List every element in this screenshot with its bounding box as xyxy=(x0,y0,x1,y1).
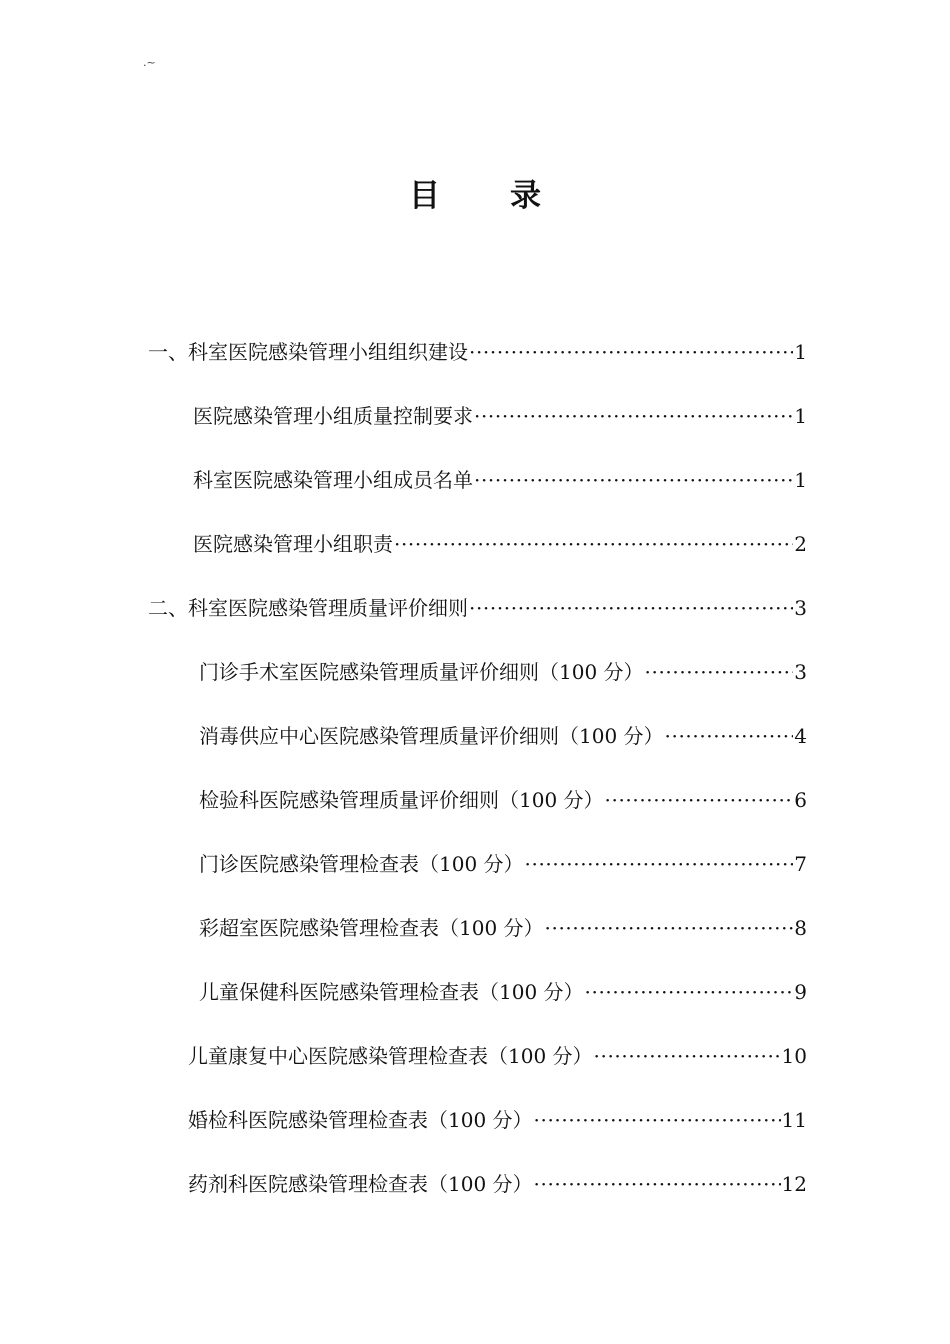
toc-page-number: 3 xyxy=(794,660,807,684)
toc-entry-text: 检验科医院感染管理质量评价细则（100 分） xyxy=(199,788,604,812)
title-char-1: 目 xyxy=(409,178,440,214)
toc-page-number: 4 xyxy=(794,724,807,748)
toc-page-number: 1 xyxy=(794,340,807,364)
toc-entry-text: 医院感染管理小组质量控制要求 xyxy=(193,404,473,428)
toc-entry[interactable] xyxy=(188,1105,807,1135)
toc-entry[interactable] xyxy=(199,977,807,1007)
toc-dot-leader xyxy=(605,785,794,815)
toc-entry-text: 一、科室医院感染管理小组组织建设 xyxy=(148,340,468,364)
toc-entry-text: 门诊医院感染管理检查表（100 分） xyxy=(199,852,524,876)
toc-entry[interactable] xyxy=(199,849,807,879)
toc-page-number: 8 xyxy=(794,916,807,940)
toc-entry[interactable] xyxy=(199,721,807,751)
toc-entry-text: 儿童康复中心医院感染管理检查表（100 分） xyxy=(188,1044,593,1068)
toc-dot-leader xyxy=(394,529,793,559)
toc-page-number: 11 xyxy=(781,1108,807,1132)
toc-page-number: 12 xyxy=(781,1172,807,1196)
toc-entry[interactable] xyxy=(199,913,807,943)
toc-entry[interactable] xyxy=(193,401,807,431)
toc-page-number: 1 xyxy=(794,468,807,492)
toc-dot-leader xyxy=(594,1041,781,1071)
toc-entry-text: 科室医院感染管理小组成员名单 xyxy=(193,468,473,492)
toc-entry[interactable] xyxy=(188,1041,807,1071)
toc-entry[interactable] xyxy=(148,337,807,367)
toc-dot-leader xyxy=(534,1169,781,1199)
toc-entry[interactable] xyxy=(193,465,807,495)
toc-entry[interactable] xyxy=(193,529,807,559)
toc-page-number: 6 xyxy=(794,788,807,812)
toc-page-number: 10 xyxy=(781,1044,807,1068)
toc-dot-leader xyxy=(545,913,794,943)
toc-dot-leader xyxy=(469,337,793,367)
toc-entry-text: 药剂科医院感染管理检查表（100 分） xyxy=(188,1172,533,1196)
toc-entry[interactable] xyxy=(148,593,807,623)
corner-mark: .~ xyxy=(143,56,156,69)
toc-entry-text: 二、科室医院感染管理质量评价细则 xyxy=(148,596,468,620)
toc-page-number: 2 xyxy=(794,532,807,556)
toc-entry-text: 医院感染管理小组职责 xyxy=(193,532,393,556)
toc-dot-leader xyxy=(469,593,793,623)
toc-page-number: 3 xyxy=(794,596,807,620)
toc-dot-leader xyxy=(665,721,794,751)
toc-entry-text: 彩超室医院感染管理检查表（100 分） xyxy=(199,916,544,940)
toc-dot-leader xyxy=(585,977,794,1007)
toc-dot-leader xyxy=(645,657,794,687)
toc-page-number: 9 xyxy=(794,980,807,1004)
toc-entry[interactable] xyxy=(199,657,807,687)
toc-page-number: 1 xyxy=(794,404,807,428)
toc-page-number: 7 xyxy=(794,852,807,876)
toc-entry-text: 门诊手术室医院感染管理质量评价细则（100 分） xyxy=(199,660,644,684)
toc-dot-leader xyxy=(474,465,793,495)
toc-entry[interactable] xyxy=(199,785,807,815)
toc-entry[interactable] xyxy=(188,1169,807,1199)
toc-entry-text: 消毒供应中心医院感染管理质量评价细则（100 分） xyxy=(199,724,664,748)
toc-dot-leader xyxy=(534,1105,781,1135)
toc-entry-text: 儿童保健科医院感染管理检查表（100 分） xyxy=(199,980,584,1004)
toc-dot-leader xyxy=(525,849,794,879)
toc-dot-leader xyxy=(474,401,793,431)
title-char-2: 录 xyxy=(510,178,541,214)
toc-entry-text: 婚检科医院感染管理检查表（100 分） xyxy=(188,1108,533,1132)
